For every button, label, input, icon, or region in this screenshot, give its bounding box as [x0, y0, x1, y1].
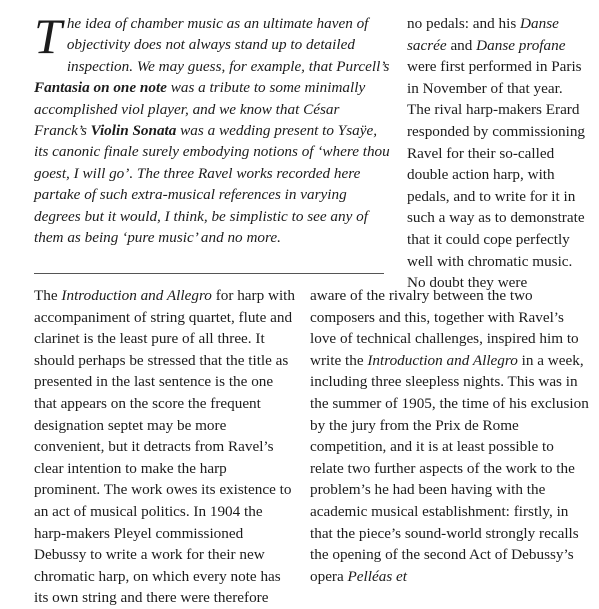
intro-paragraph	[34, 8, 394, 248]
intro-work-title-1: Fantasia on one note	[34, 79, 167, 97]
right-text-2: in a week, including three sleepless nights. This was in the summer of 1905, the time of his exclusion by the jury from the Prix de Rome competition, and it is at least possible to relate two further aspects of the work to the problem’s he had been having with the academic musical establishment: firstly, in that the piece’s sound-world strongly recalls the opening of the second Act of Debussy’s opera	[310, 351, 589, 585]
right-top-text-1: no pedals: and his	[407, 15, 521, 32]
left-column	[34, 285, 296, 609]
left-column-text	[34, 285, 296, 609]
right-text-1: aware of the rivalry between the two composers and this, together with Ravel’s love of technical challenges, inspired him to write the	[310, 287, 579, 369]
left-text-0: The	[34, 287, 62, 304]
right-top-text-3: were first performed in Paris in November of that year. The rival harp-makers Erard responded by commissioning Ravel for their so-called double action harp, with pedals, and to write for it in such a way as to demonstrate that it could cope perfectly well with chromatic music. No doubt they were	[407, 58, 586, 292]
intro-text	[34, 8, 394, 248]
drop-cap: T	[34, 8, 62, 64]
right-column	[310, 285, 590, 587]
right-top-text-2: and	[446, 36, 477, 54]
right-work-title: Introduction and Allegro	[367, 351, 518, 369]
intro-text-3: was a wedding present to Ysaÿe, its canonic finale surely embodying notions of ‘where thou goest, I will go’. The three Ravel works recorded here partake of such extra-musical references in varying degrees but it would, I think, be simplistic to see any of them as being ‘pure music’ and no more.	[34, 122, 390, 247]
left-work-title: Introduction and Allegro	[61, 287, 212, 304]
intro-work-title-2: Violin Sonata	[90, 122, 177, 140]
right-opera-title: Pelléas et	[347, 567, 407, 585]
right-top-text	[407, 13, 587, 294]
intro-text-2: was a tribute to some minimally accomplished viol player, and we know that César Franck’s	[34, 79, 366, 140]
section-divider	[34, 273, 384, 274]
right-column-text	[310, 285, 590, 587]
right-column-top	[407, 13, 587, 294]
right-top-work-1: Danse sacrée	[407, 15, 559, 54]
left-text-1: for harp with accompaniment of string quartet, flute and clarinet is the least pure of all three. It should perhaps be stressed that the title as presented in the last sentence is the one that appears on the score the frequent designation septet may be more convenient, but it detracts from Ravel’s clear intention to make the harp prominent. The work owes its existence to an act of musical politics. In 1904 the harp-makers Pleyel commissioned Debussy to write a work for their new chromatic harp, on which every note has its own string and there were therefore	[34, 287, 295, 607]
intro-text-1: he idea of chamber music as an ultimate haven of objectivity does not always stand up to detailed inspection. We may guess, for example, that Purcell’s	[66, 15, 390, 75]
right-top-work-2: Danse profane	[476, 36, 566, 54]
